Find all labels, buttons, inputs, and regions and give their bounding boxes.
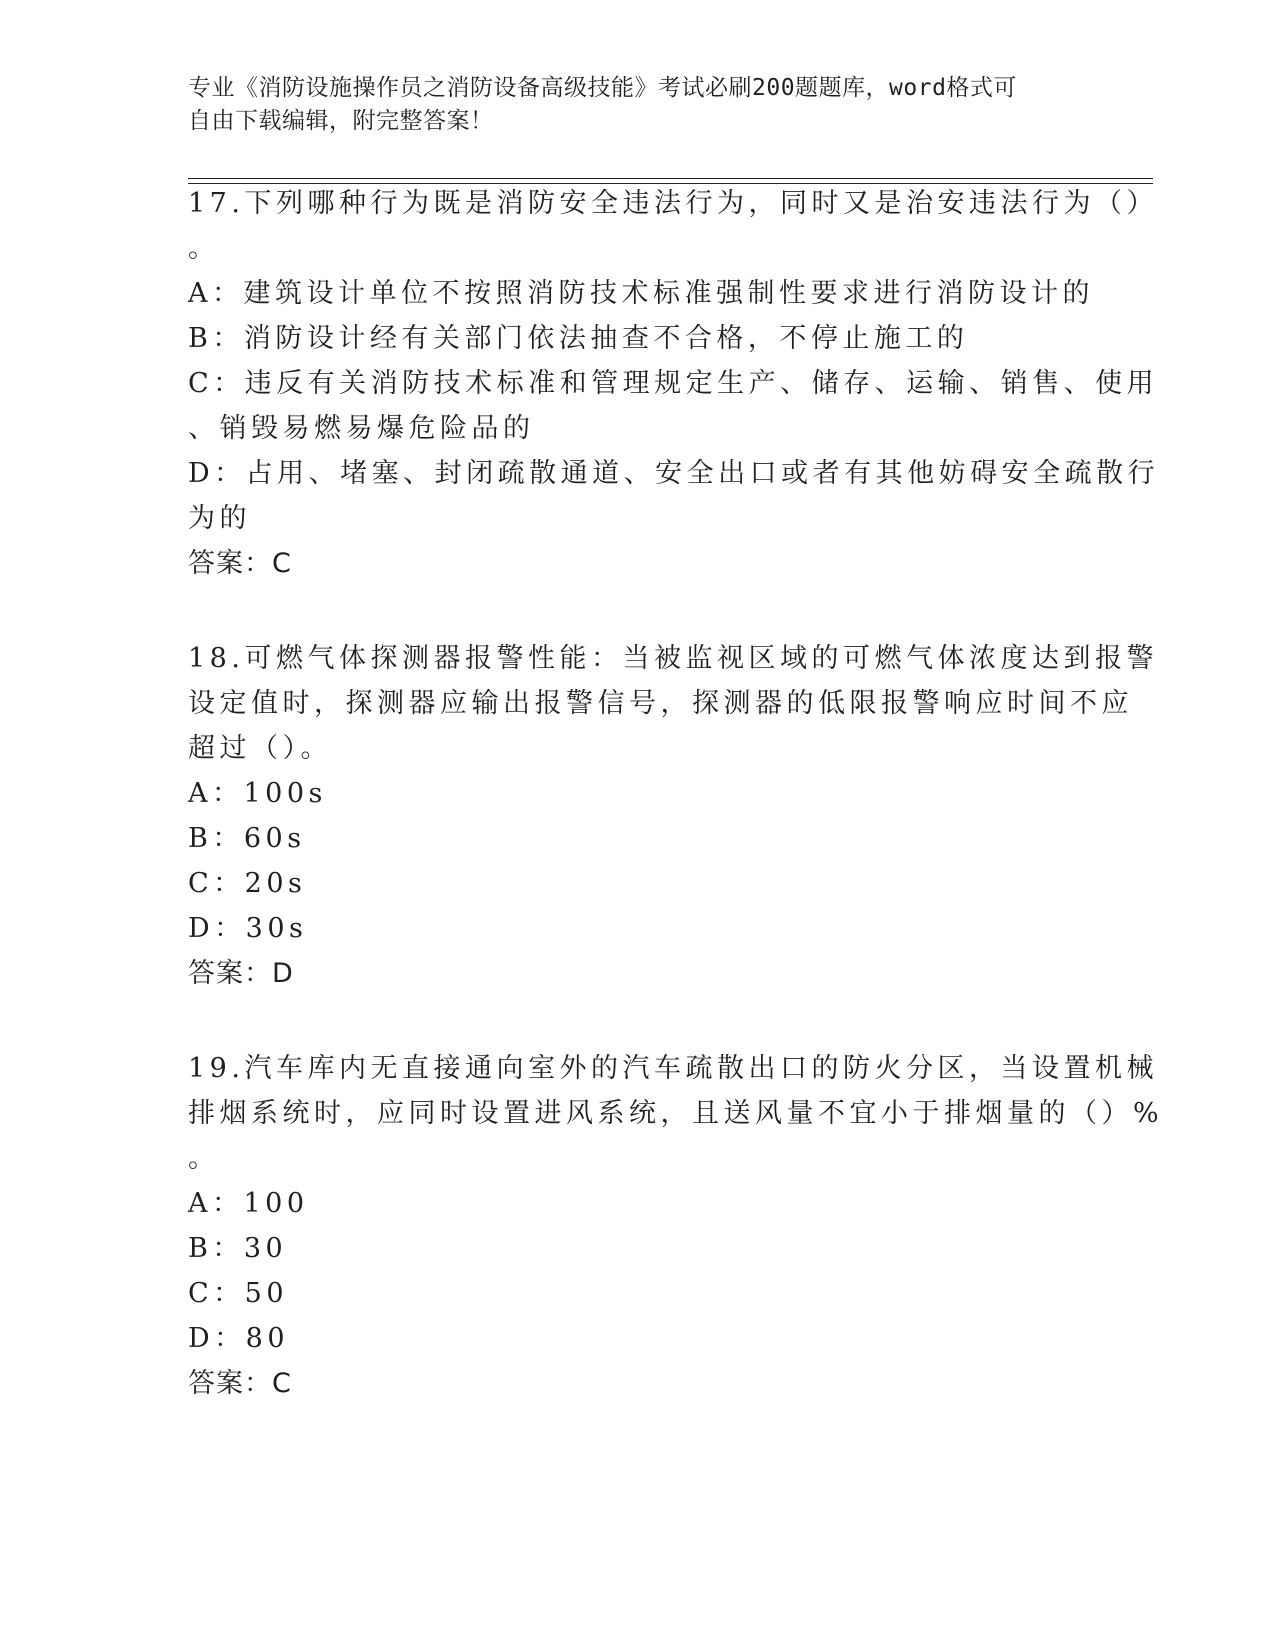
header-line-2: 自由下载编辑，附完整答案！ (188, 108, 494, 134)
option-d: D：30s (188, 913, 308, 944)
option-d-cont: 为的 (188, 503, 251, 534)
question-stem: 超过（）。 (188, 733, 332, 764)
option-c: C：50 (188, 1278, 289, 1309)
header-divider-top (188, 178, 1153, 179)
option-a: A：100 (188, 1188, 309, 1219)
header-divider-bottom (188, 183, 1153, 184)
answer: 答案：C (188, 548, 292, 579)
option-c: C：20s (188, 868, 307, 899)
option-d: D：80 (188, 1323, 290, 1354)
question-stem: 19.汽车库内无直接通向室外的汽车疏散出口的防火分区，当设置机械 (188, 1053, 1158, 1084)
option-c: C：违反有关消防技术标准和管理规定生产、储存、运输、销售、使用 (188, 368, 1159, 399)
document-header (188, 72, 1068, 138)
option-b: B：60s (188, 823, 306, 854)
question-stem: 排烟系统时，应同时设置进风系统，且送风量不宜小于排烟量的（）% (188, 1098, 1164, 1129)
option-a: A：建筑设计单位不按照消防技术标准强制性要求进行消防设计的 (188, 278, 1094, 309)
question-stem: 设定值时，探测器应输出报警信号，探测器的低限报警响应时间不应 (188, 688, 1133, 719)
option-b: B：30 (188, 1233, 288, 1264)
question-stem: 。 (188, 233, 220, 264)
option-d: D：占用、堵塞、封闭疏散通道、安全出口或者有其他妨碍安全疏散行 (188, 458, 1160, 489)
question-stem: 。 (188, 1143, 220, 1174)
question-stem: 17.下列哪种行为既是消防安全违法行为，同时又是治安违法行为（） (188, 188, 1158, 219)
question-stem: 18.可燃气体探测器报警性能：当被监视区域的可燃气体浓度达到报警 (188, 643, 1158, 674)
answer: 答案：D (188, 958, 294, 989)
option-b: B：消防设计经有关部门依法抽查不合格，不停止施工的 (188, 323, 969, 354)
answer: 答案：C (188, 1368, 292, 1399)
option-a: A：100s (188, 778, 327, 809)
option-c-cont: 、销毁易燃易爆危险品的 (188, 413, 535, 444)
header-line-1: 专业《消防设施操作员之消防设备高级技能》考试必刷200题题库，word格式可 (188, 75, 1017, 101)
